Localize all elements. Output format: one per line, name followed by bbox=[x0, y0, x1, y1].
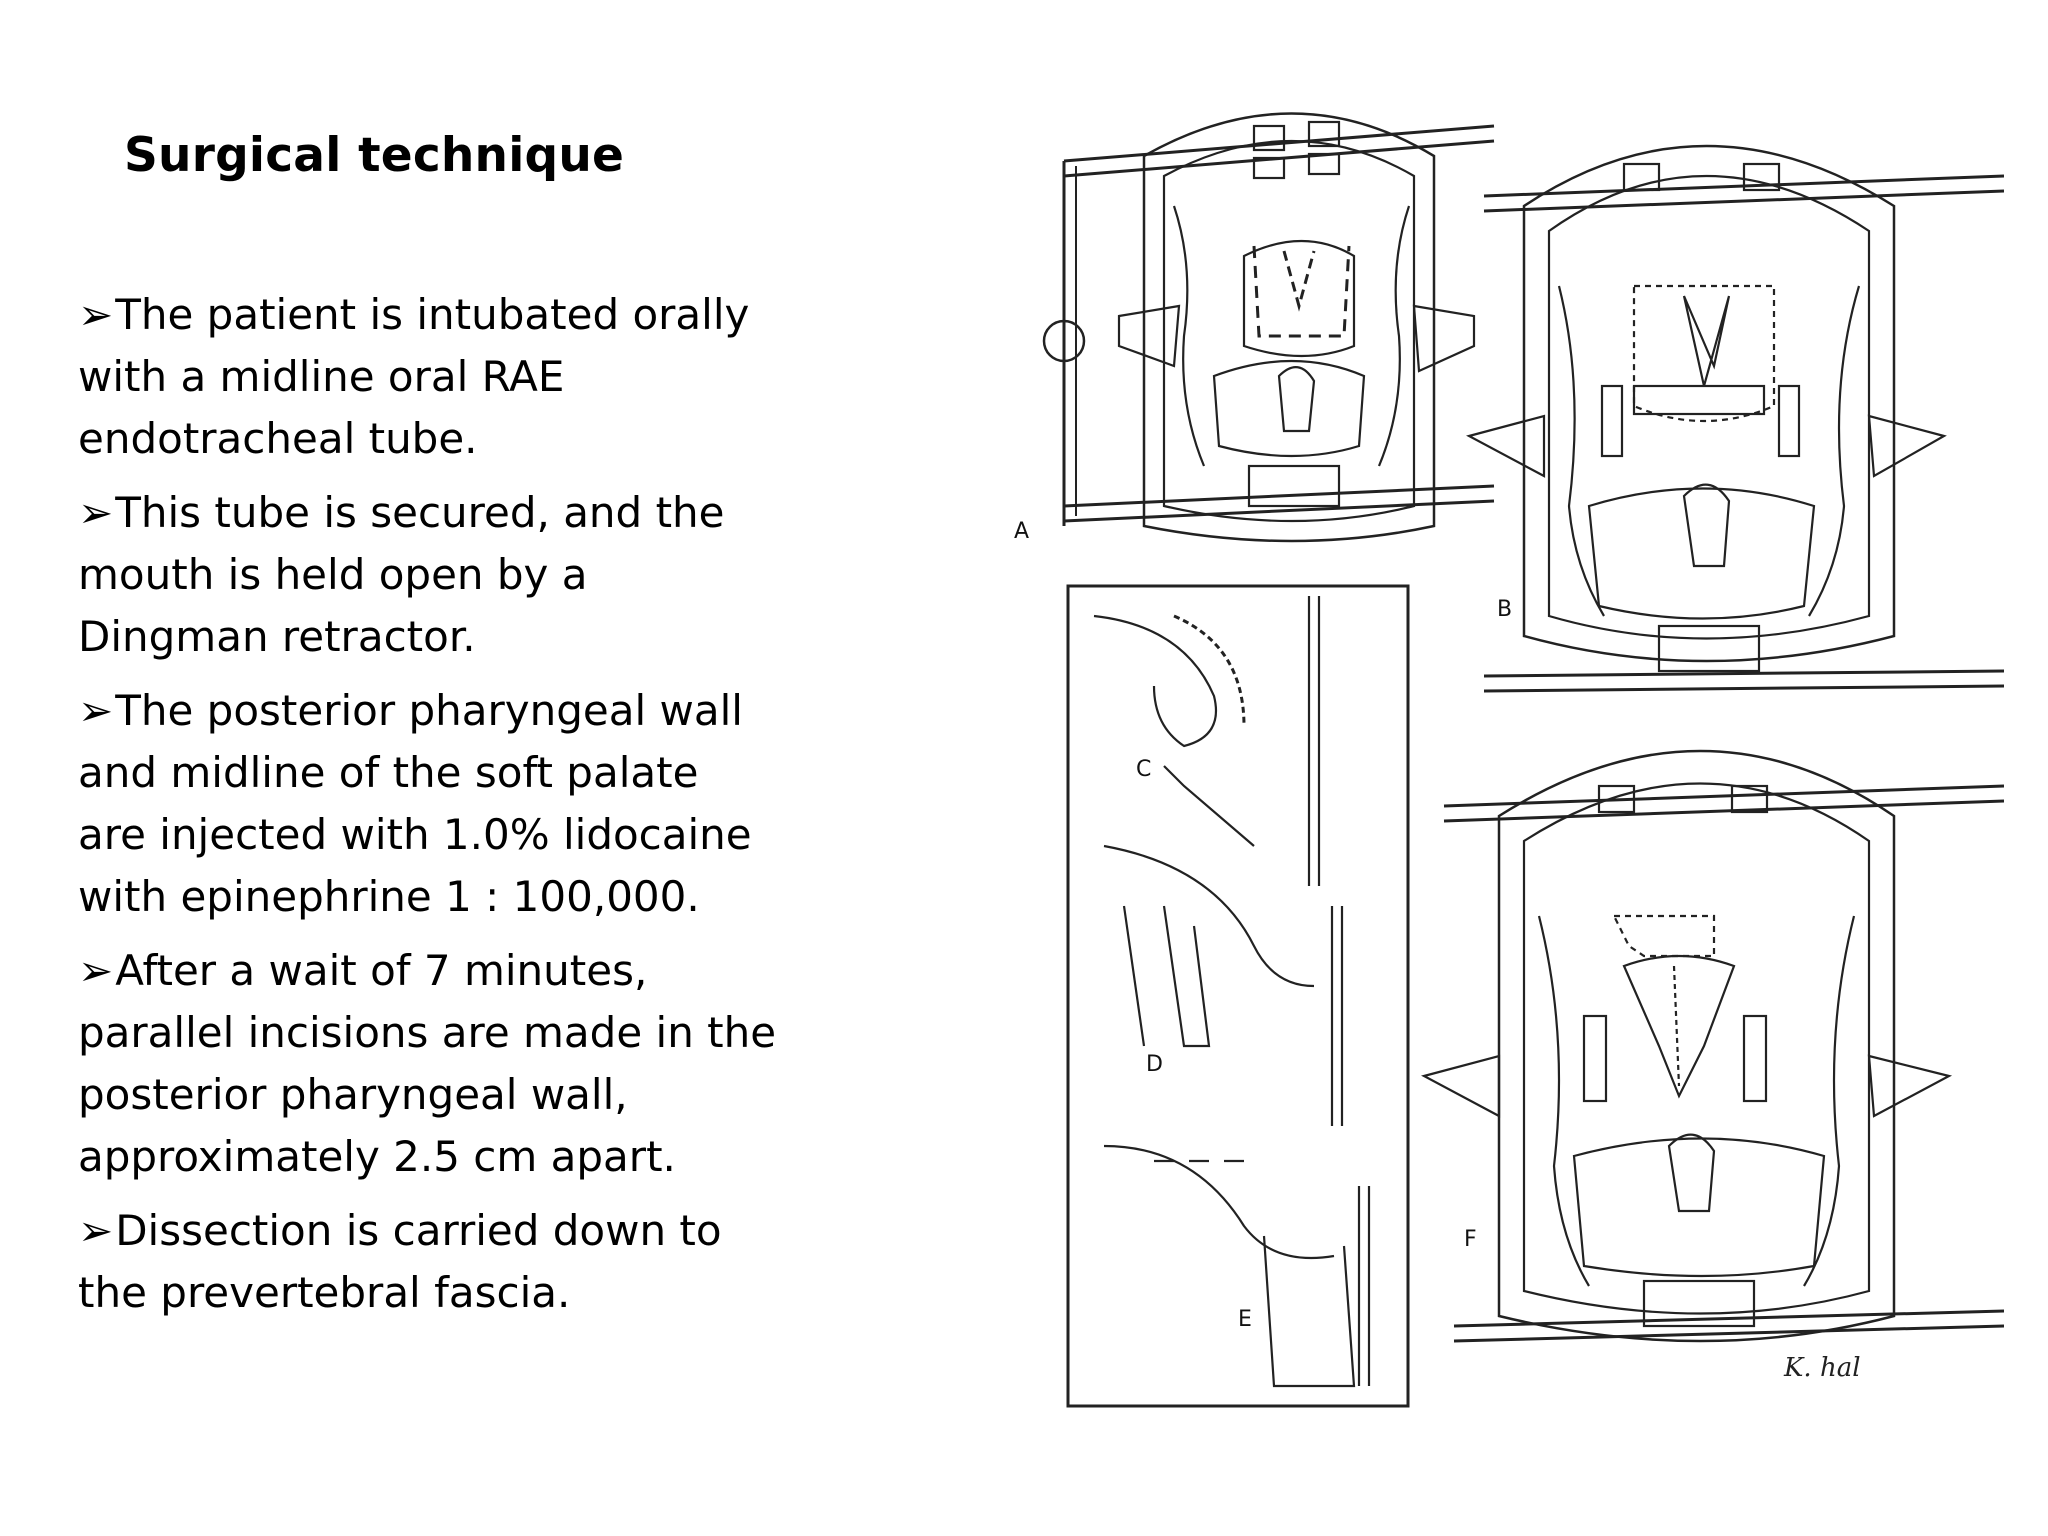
panel-f-drawing bbox=[1424, 751, 2004, 1341]
artist-signature: K. hal bbox=[1784, 1353, 1861, 1383]
bullet-text: The posterior pharyngeal wall and midline of the soft palate are injected with 1.0% lidocaine with epinephrine 1 : 100,000. bbox=[78, 686, 752, 921]
bullet-item bbox=[78, 940, 778, 1188]
panel-c-label: C bbox=[1136, 757, 1152, 782]
arrow-bullet-icon: ➢ bbox=[78, 290, 114, 339]
panel-f-label: F bbox=[1464, 1227, 1477, 1252]
panel-a-label: A bbox=[1014, 519, 1030, 544]
bullet-item bbox=[78, 680, 778, 928]
bullet-text: The patient is intubated orally with a midline oral RAE endotracheal tube. bbox=[78, 290, 750, 463]
bullet-text: This tube is secured, and the mouth is held open by a Dingman retractor. bbox=[78, 488, 725, 661]
slide-title: Surgical technique bbox=[124, 128, 625, 183]
bullet-item bbox=[78, 284, 778, 470]
bullet-item bbox=[78, 482, 778, 668]
bullet-text: Dissection is carried down to the prevertebral fascia. bbox=[78, 1206, 722, 1317]
arrow-bullet-icon: ➢ bbox=[78, 488, 114, 537]
arrow-bullet-icon: ➢ bbox=[78, 946, 114, 995]
panel-b-label: B bbox=[1497, 597, 1513, 622]
surgical-illustration bbox=[1014, 86, 2004, 1416]
arrow-bullet-icon: ➢ bbox=[78, 686, 114, 735]
panel-cde-inset bbox=[1068, 586, 1408, 1406]
arrow-bullet-icon: ➢ bbox=[78, 1206, 114, 1255]
bullet-text: After a wait of 7 minutes, parallel incisions are made in the posterior pharyngeal wall, approximately 2.5 cm apart. bbox=[78, 946, 777, 1181]
bullet-item bbox=[78, 1200, 778, 1324]
panel-b-drawing bbox=[1469, 146, 2004, 691]
panel-e-label: E bbox=[1238, 1307, 1252, 1332]
panel-a-drawing bbox=[1044, 114, 1494, 542]
panel-d-label: D bbox=[1146, 1052, 1163, 1077]
bullet-list bbox=[78, 284, 778, 1336]
